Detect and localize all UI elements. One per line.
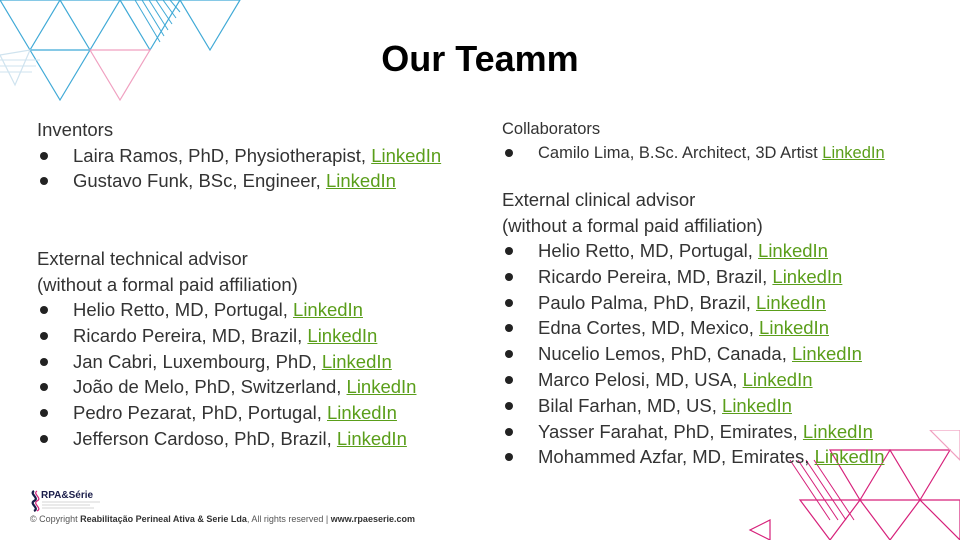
list-item: Gustavo Funk, BSc, Engineer, LinkedIn	[37, 168, 487, 194]
clinical-advisor-heading: External clinical advisor	[502, 189, 696, 210]
list-item: Helio Retto, MD, Portugal, LinkedIn	[502, 238, 942, 264]
linkedin-link[interactable]: LinkedIn	[814, 446, 885, 468]
linkedin-link[interactable]: LinkedIn	[346, 376, 417, 398]
list-item: Jefferson Cardoso, PhD, Brazil, LinkedIn	[37, 426, 487, 452]
collaborators-list	[502, 141, 942, 165]
linkedin-link[interactable]: LinkedIn	[325, 170, 396, 192]
linkedin-link[interactable]: LinkedIn	[327, 402, 397, 424]
linkedin-link[interactable]: LinkedIn	[755, 291, 826, 313]
list-item: Yasser Farahat, PhD, Emirates, LinkedIn	[502, 419, 942, 445]
right-column	[502, 117, 942, 470]
list-item: Bilal Farhan, MD, US, LinkedIn	[502, 393, 942, 419]
list-item: João de Melo, PhD, Switzerland, LinkedIn	[37, 374, 487, 400]
list-item: Nucelio Lemos, PhD, Canada, LinkedIn	[502, 341, 942, 367]
list-item: Ricardo Pereira, MD, Brazil, LinkedIn	[37, 323, 487, 349]
logo-text: RPA&Série	[41, 490, 94, 501]
list-item: Helio Retto, MD, Portugal, LinkedIn	[37, 297, 487, 323]
list-item: Camilo Lima, B.Sc. Architect, 3D Artist LinkedIn	[502, 141, 942, 165]
inventors-list	[37, 143, 487, 195]
linkedin-link[interactable]: LinkedIn	[742, 368, 813, 390]
left-column	[37, 117, 487, 452]
list-item: Jan Cabri, Luxembourg, PhD, LinkedIn	[37, 349, 487, 375]
tech-advisor-subheading: (without a formal paid affiliation)	[37, 273, 298, 295]
linkedin-link[interactable]: LinkedIn	[722, 394, 792, 416]
tech-advisor-heading: External technical advisor	[37, 248, 248, 270]
linkedin-link[interactable]: LinkedIn	[371, 144, 442, 166]
list-item: Laira Ramos, PhD, Physiotherapist, LinkedIn	[37, 143, 487, 169]
linkedin-link[interactable]: LinkedIn	[293, 299, 363, 321]
linkedin-link[interactable]: LinkedIn	[802, 420, 873, 442]
list-item: Ricardo Pereira, MD, Brazil, LinkedIn	[502, 264, 942, 290]
list-item: Paulo Palma, PhD, Brazil, LinkedIn	[502, 290, 942, 316]
linkedin-link[interactable]: LinkedIn	[822, 144, 885, 162]
linkedin-link[interactable]: LinkedIn	[307, 324, 378, 346]
list-item: Pedro Pezarat, PhD, Portugal, LinkedIn	[37, 400, 487, 426]
linkedin-link[interactable]: LinkedIn	[772, 265, 843, 287]
list-item: Marco Pelosi, MD, USA, LinkedIn	[502, 367, 942, 393]
linkedin-link[interactable]: LinkedIn	[759, 317, 829, 339]
linkedin-link[interactable]: LinkedIn	[336, 428, 407, 450]
collaborators-heading: Collaborators	[502, 120, 601, 138]
list-item: Edna Cortes, MD, Mexico, LinkedIn	[502, 315, 942, 341]
linkedin-link[interactable]: LinkedIn	[758, 240, 828, 261]
tech-advisor-list	[37, 297, 487, 452]
clinical-advisor-list	[502, 238, 942, 470]
company-name: Reabilitação Perineal Ativa & Serie Lda	[80, 514, 247, 524]
list-item: Mohammed Azfar, MD, Emirates, LinkedIn	[502, 444, 942, 470]
website-link[interactable]: www.rpaeserie.com	[330, 514, 415, 524]
inventors-heading: Inventors	[37, 119, 114, 140]
linkedin-link[interactable]: LinkedIn	[792, 343, 862, 365]
clinical-advisor-subheading: (without a formal paid affiliation)	[502, 214, 763, 236]
linkedin-link[interactable]: LinkedIn	[321, 350, 392, 372]
copyright-footer: © Copyright Reabilitação Perineal Ativa & Serie Lda, All rights reserved | www.rpaeserie.com	[30, 514, 415, 524]
page-title: Our Teamm	[381, 38, 579, 79]
